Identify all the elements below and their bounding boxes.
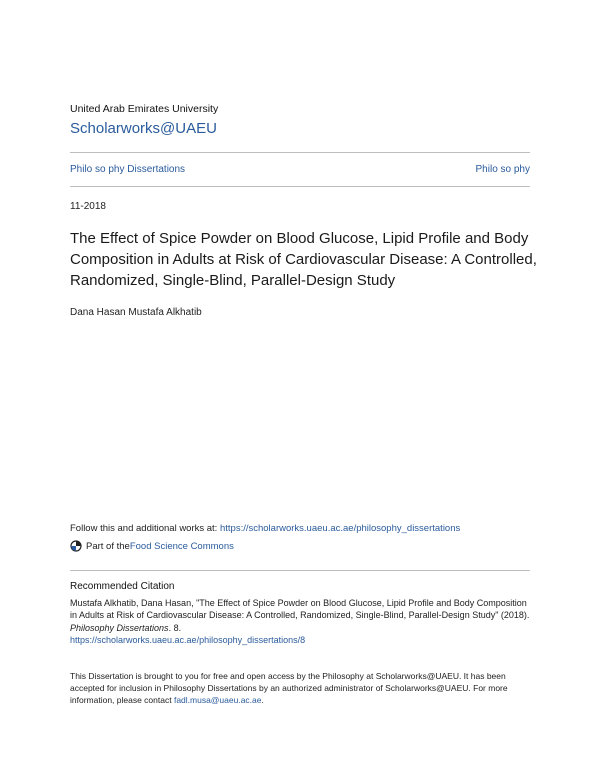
follow-link[interactable]: https://scholarworks.uaeu.ac.ae/philosophy_dissertations bbox=[219, 523, 461, 534]
document-title: The Effect of Spice Powder on Blood Glucose, Lipid Profile and Body Composition in Adults at Risk of Cardiovascular Disease: A Controlled, Randomized, Single-Blind, Parallel-Design Study bbox=[70, 230, 537, 289]
follow-line bbox=[70, 523, 460, 534]
citation-heading: Recommended Citation bbox=[70, 581, 175, 592]
access-statement-text: This Dissertation is brought to you for free and open access by the Philosophy at Scholarworks@UAEU. It has been accepted for inclusion in Philosophy Dissertations by an authorized administrator of Scholarworks@UAEU. For more information, please contact bbox=[70, 671, 508, 705]
breadcrumb-collection-link[interactable]: Philo so phy Dissertations bbox=[70, 164, 186, 175]
part-of-prefix: Part of the bbox=[86, 540, 130, 552]
publication-date: 11-2018 bbox=[70, 201, 106, 212]
citation-series: Philosophy Dissertations bbox=[70, 622, 169, 633]
food-science-commons-link[interactable]: Food Science Commons bbox=[129, 540, 234, 552]
repository-name[interactable]: Scholarworks@UAEU bbox=[70, 120, 217, 137]
commons-network-icon bbox=[70, 540, 82, 552]
contact-email-link[interactable]: fadl.musa@uaeu.ac.ae bbox=[173, 694, 262, 705]
author-name: Dana Hasan Mustafa Alkhatib bbox=[70, 307, 202, 318]
access-statement-end: . bbox=[261, 694, 264, 705]
citation-text bbox=[70, 597, 535, 646]
citation-number: . 8. bbox=[168, 622, 182, 633]
follow-prefix: Follow this and additional works at: bbox=[70, 523, 220, 534]
divider bbox=[70, 570, 530, 571]
citation-body: Mustafa Alkhatib, Dana Hasan, "The Effect of Spice Powder on Blood Glucose, Lipid Profile and Body Composition in Adults at Risk of Cardiovascular Disease: A Controlled, Randomized, Single-Blind, Parallel-Design Study" (2018). bbox=[70, 598, 530, 621]
citation-link[interactable]: https://scholarworks.uaeu.ac.ae/philosophy_dissertations/8 bbox=[70, 634, 306, 645]
breadcrumb-department-link[interactable]: Philo so phy bbox=[475, 164, 530, 175]
university-name: United Arab Emirates University bbox=[70, 103, 219, 115]
access-statement bbox=[70, 671, 535, 706]
part-of-line bbox=[70, 540, 234, 552]
divider bbox=[70, 152, 530, 153]
divider bbox=[70, 186, 530, 187]
